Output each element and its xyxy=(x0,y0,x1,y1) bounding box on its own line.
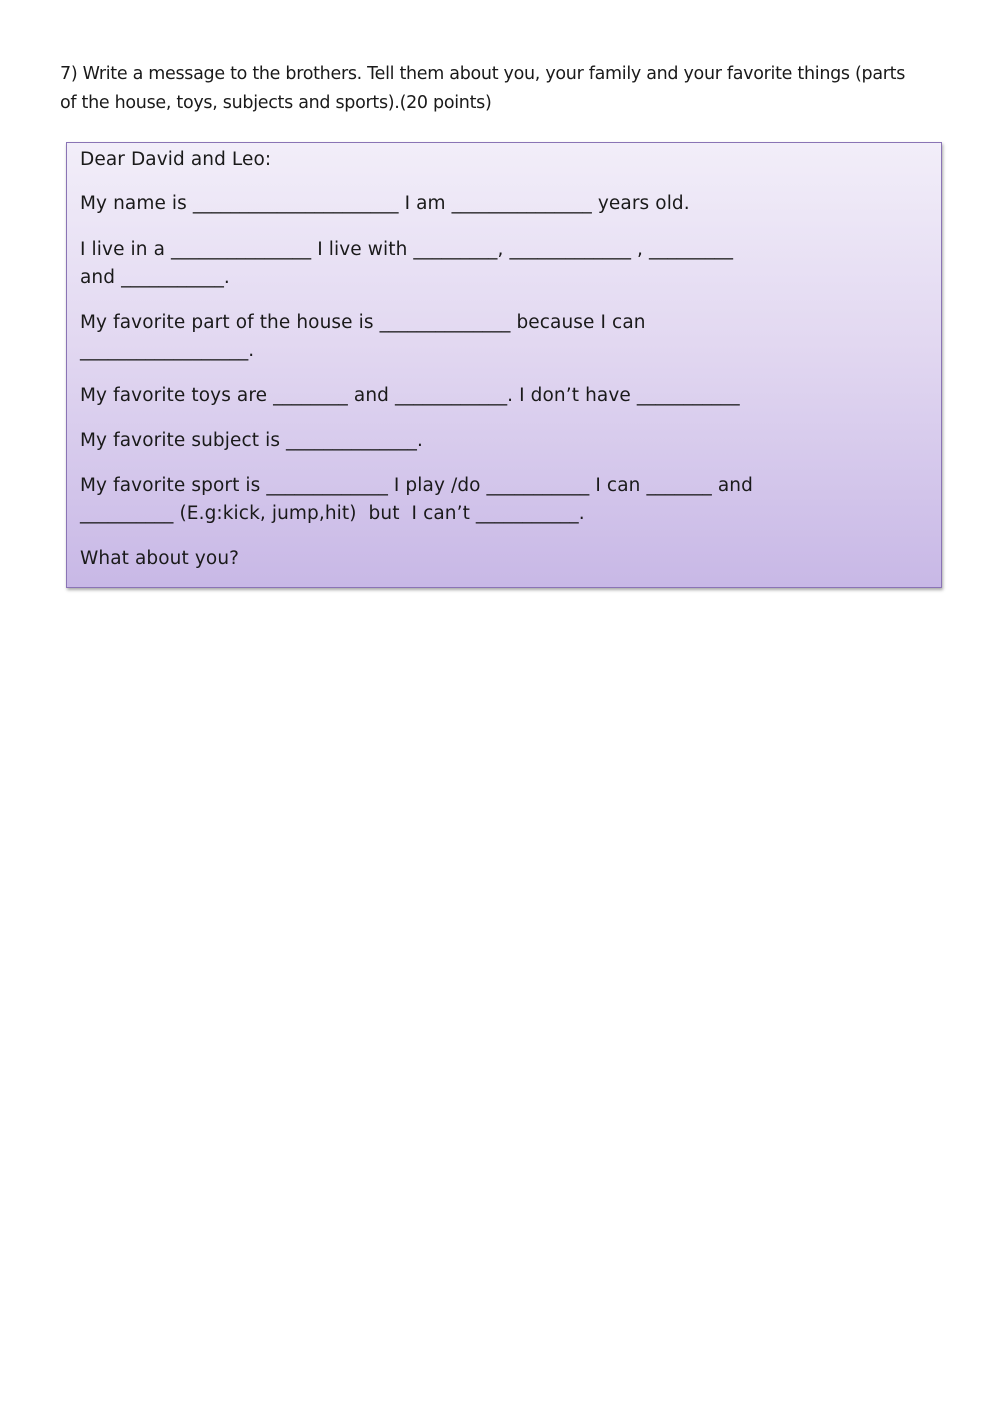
letter-closing: What about you? xyxy=(80,548,240,569)
subject-line: My favorite subject is ______________. xyxy=(80,430,423,451)
instructions-line-2: of the house, toys, subjects and sports).(20 points) xyxy=(60,93,492,113)
house-line-2: __________________. xyxy=(80,340,255,361)
sport-line-1: My favorite sport is _____________ I play /do ___________ I can _______ and xyxy=(80,475,753,496)
instructions-line-1: 7) Write a message to the brothers. Tell them about you, your family and your favorite things (parts xyxy=(60,64,906,84)
live-line-1: I live in a _______________ I live with _________, _____________ , _________ xyxy=(80,239,734,260)
house-line-1: My favorite part of the house is ______________ because I can xyxy=(80,312,646,333)
letter-box xyxy=(66,142,942,588)
sport-line-2: __________ (E.g:kick, jump,hit) but I can’t ___________. xyxy=(80,503,585,524)
live-line-2: and ___________. xyxy=(80,267,230,288)
instructions xyxy=(60,60,945,118)
name-age-line: My name is ______________________ I am _______________ years old. xyxy=(80,193,690,214)
letter-greeting: Dear David and Leo: xyxy=(80,149,272,170)
toys-line: My favorite toys are ________ and ____________. I don’t have ___________ xyxy=(80,385,740,406)
